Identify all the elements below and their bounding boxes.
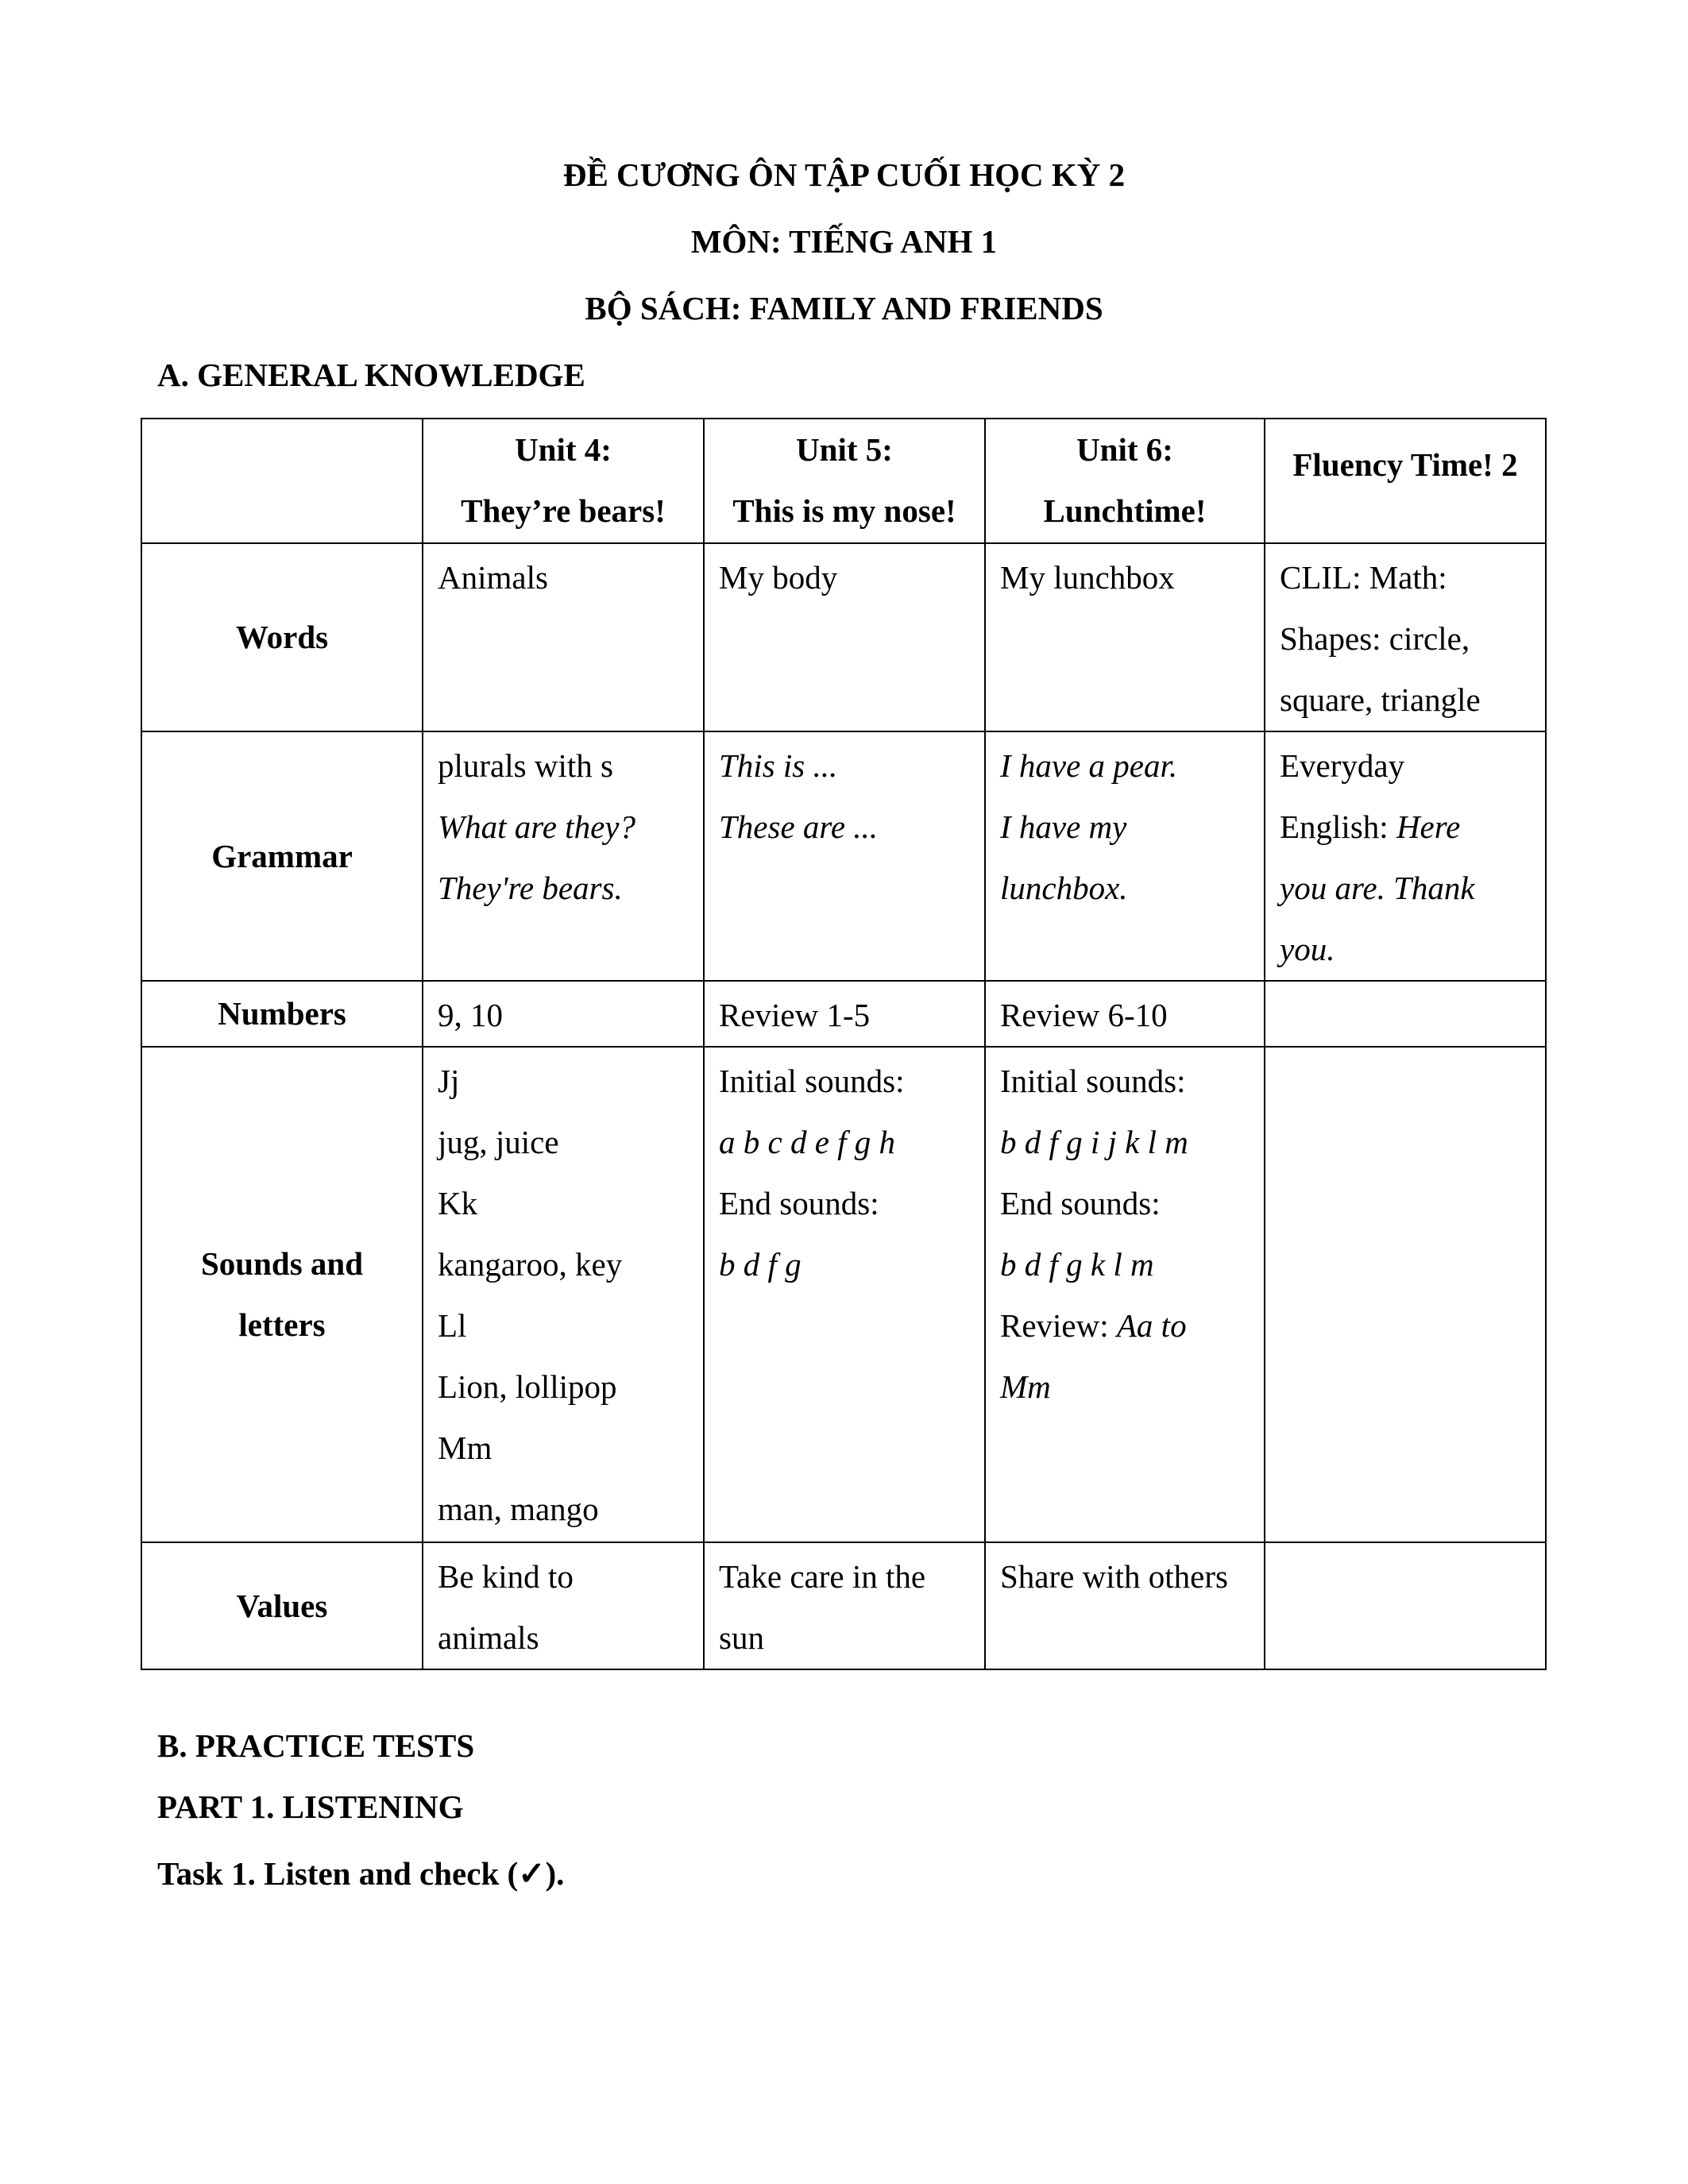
cell: plurals with s What are they? They're bears. [423, 731, 704, 981]
cell [1265, 1542, 1546, 1669]
cell: 9, 10 [423, 981, 704, 1047]
cell: Animals [423, 543, 704, 731]
knowledge-table [141, 418, 1547, 1670]
table-row-numbers [141, 981, 1546, 1047]
cell: CLIL: Math: Shapes: circle, square, triangle [1265, 543, 1546, 731]
cell: Review 6-10 [985, 981, 1265, 1047]
cell: Share with others [985, 1542, 1265, 1669]
cell: This is ... These are ... [704, 731, 985, 981]
cell: I have a pear. I have my lunchbox. [985, 731, 1265, 981]
cell [1265, 1047, 1546, 1542]
row-label: Sounds and letters [141, 1047, 423, 1542]
empty-cell [141, 419, 423, 543]
task1-heading: Task 1. Listen and check (✓). [157, 1855, 565, 1892]
row-label: Numbers [141, 981, 423, 1047]
cell: Take care in the sun [704, 1542, 985, 1669]
row-label: Values [141, 1542, 423, 1669]
table-row-values [141, 1542, 1546, 1669]
table-row-sounds [141, 1047, 1546, 1542]
table-row-grammar [141, 731, 1546, 981]
cell [1265, 981, 1546, 1047]
table-header-row [141, 419, 1546, 543]
table-row-words [141, 543, 1546, 731]
cell: My lunchbox [985, 543, 1265, 731]
header-unit4: Unit 4: They’re bears! [423, 419, 704, 543]
cell: Initial sounds: a b c d e f g h End sounds: b d f g [704, 1047, 985, 1542]
cell: Initial sounds: b d f g i j k l m End sounds: b d f g k l m Review: Aa to Mm [985, 1047, 1265, 1542]
header-fluency: Fluency Time! 2 [1265, 419, 1546, 543]
doc-book: BỘ SÁCH: FAMILY AND FRIENDS [585, 290, 1103, 326]
row-label: Grammar [141, 731, 423, 981]
cell: Everyday English: Here you are. Thank you. [1265, 731, 1546, 981]
cell: Be kind to animals [423, 1542, 704, 1669]
doc-subject: MÔN: TIẾNG ANH 1 [690, 223, 998, 260]
part1-heading: PART 1. LISTENING [157, 1788, 464, 1825]
header-unit6: Unit 6: Lunchtime! [985, 419, 1265, 543]
header-unit5: Unit 5: This is my nose! [704, 419, 985, 543]
section-a-heading: A. GENERAL KNOWLEDGE [157, 357, 585, 393]
cell: Review 1-5 [704, 981, 985, 1047]
section-b-heading: B. PRACTICE TESTS [157, 1727, 475, 1764]
cell: Jj jug, juice Kk kangaroo, key Ll Lion, lollipop Mm man, mango [423, 1047, 704, 1542]
doc-title: ĐỀ CƯƠNG ÔN TẬP CUỐI HỌC KỲ 2 [562, 156, 1126, 193]
row-label: Words [141, 543, 423, 731]
cell: My body [704, 543, 985, 731]
